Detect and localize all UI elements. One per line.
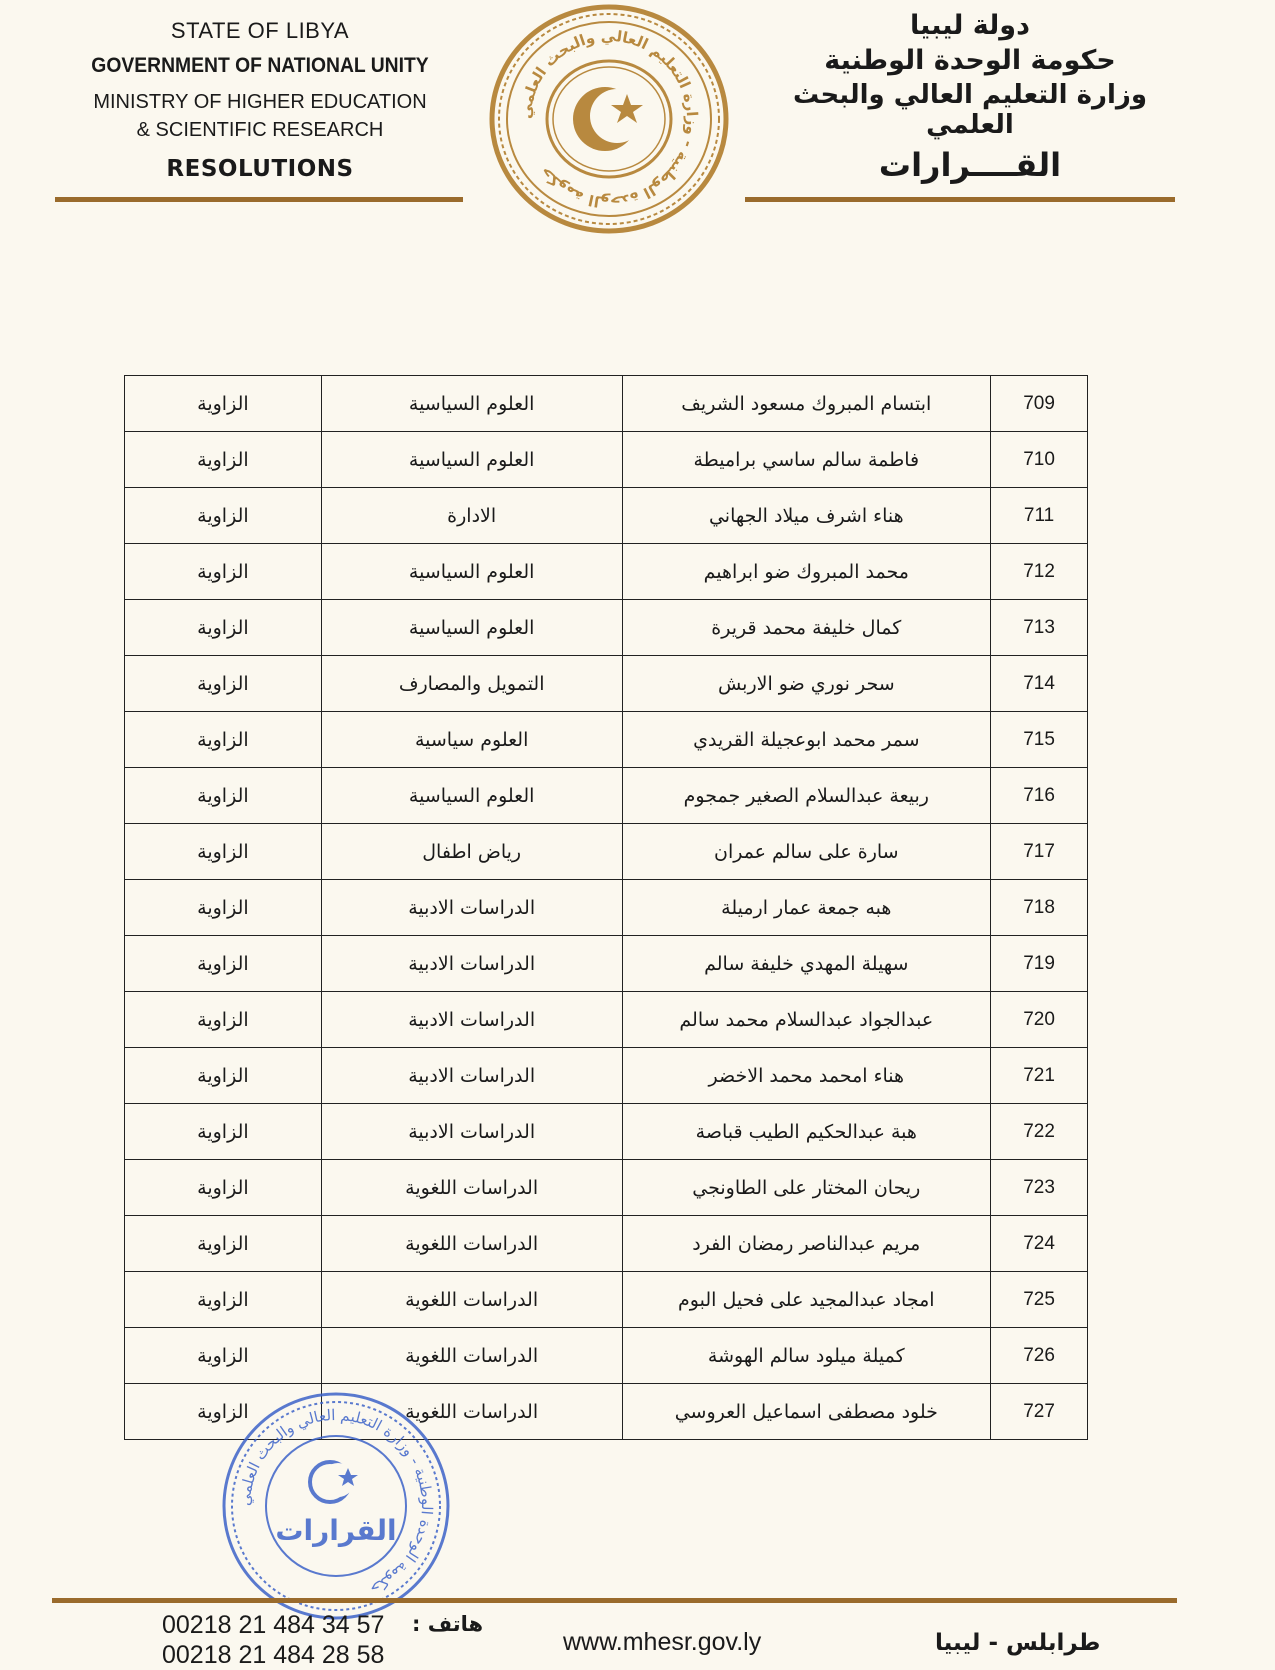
cell-department: الدراسات الادبية: [321, 1104, 622, 1160]
cell-number: 709: [991, 376, 1088, 432]
cell-department: الدراسات الادبية: [321, 880, 622, 936]
roster-table-body: [125, 376, 1088, 1440]
cell-name: سارة على سالم عمران: [622, 824, 991, 880]
cell-number: 723: [991, 1160, 1088, 1216]
cell-city: الزاوية: [125, 600, 322, 656]
cell-name: سمر محمد ابوعجيلة القريدي: [622, 712, 991, 768]
header-en-ministry-line1: MINISTRY OF HIGHER EDUCATION: [93, 91, 427, 113]
cell-name: محمد المبروك ضو ابراهيم: [622, 544, 991, 600]
table-row: [125, 1272, 1088, 1328]
cell-name: خلود مصطفى اسماعيل العروسي: [622, 1384, 991, 1440]
cell-number: 714: [991, 656, 1088, 712]
official-stamp: [220, 1390, 452, 1622]
header-ar-state: دولة ليبيا: [910, 10, 1030, 41]
cell-name: كميلة ميلود سالم الهوشة: [622, 1328, 991, 1384]
footer-rule: [52, 1598, 1177, 1603]
cell-number: 726: [991, 1328, 1088, 1384]
cell-city: الزاوية: [125, 1216, 322, 1272]
cell-department: الدراسات الادبية: [321, 936, 622, 992]
cell-department: العلوم السياسية: [321, 376, 622, 432]
cell-name: فاطمة سالم ساسي براميطة: [622, 432, 991, 488]
emblem-ring-textpath: حكومة الوحدة الوطنية - وزارة التعليم العالي والبحث العلمي: [516, 26, 702, 212]
cell-number: 711: [991, 488, 1088, 544]
header-ar-resolutions: القــــرارات: [878, 146, 1062, 184]
cell-city: الزاوية: [125, 768, 322, 824]
cell-name: كمال خليفة محمد قريرة: [622, 600, 991, 656]
header-en-ministry: [60, 88, 460, 144]
cell-number: 710: [991, 432, 1088, 488]
cell-city: الزاوية: [125, 880, 322, 936]
cell-number: 712: [991, 544, 1088, 600]
cell-name: هبة عبدالحكيم الطيب قباصة: [622, 1104, 991, 1160]
cell-name: امجاد عبدالمجيد على فحيل البوم: [622, 1272, 991, 1328]
stamp-ring-textpath: حكومة الوحدة الوطنية - وزارة التعليم العالي والبحث العلمي: [235, 1405, 437, 1599]
footer-city: طرابلس - ليبيا: [935, 1630, 1101, 1656]
ministry-emblem: [487, 2, 731, 236]
header-rule-right: [745, 197, 1175, 202]
cell-department: الدراسات اللغوية: [321, 1160, 622, 1216]
cell-city: الزاوية: [125, 1104, 322, 1160]
table-row: [125, 488, 1088, 544]
table-row: [125, 600, 1088, 656]
cell-department: رياض اطفال: [321, 824, 622, 880]
header-en-ministry-line2: & SCIENTIFIC RESEARCH: [136, 119, 384, 141]
cell-city: الزاوية: [125, 936, 322, 992]
cell-city: الزاوية: [125, 1328, 322, 1384]
table-row: [125, 432, 1088, 488]
footer-phone-1: 00218 21 484 34 57: [162, 1611, 385, 1639]
cell-name: هبه جمعة عمار ارميلة: [622, 880, 991, 936]
cell-name: ريحان المختار على الطاونجي: [622, 1160, 991, 1216]
cell-number: 716: [991, 768, 1088, 824]
cell-number: 717: [991, 824, 1088, 880]
cell-number: 720: [991, 992, 1088, 1048]
cell-city: الزاوية: [125, 824, 322, 880]
table-row: [125, 1216, 1088, 1272]
cell-name: ابتسام المبروك مسعود الشريف: [622, 376, 991, 432]
header-en-government: GOVERNMENT OF NATIONAL UNITY: [91, 54, 429, 77]
table-row: [125, 936, 1088, 992]
header-arabic: [770, 10, 1170, 184]
header-ar-ministry: وزارة التعليم العالي والبحث العلمي: [793, 80, 1147, 140]
footer-phone-2: 00218 21 484 28 58: [162, 1641, 385, 1669]
table-row: [125, 1160, 1088, 1216]
table-row: [125, 768, 1088, 824]
cell-name: هناء اشرف ميلاد الجهاني: [622, 488, 991, 544]
cell-name: ربيعة عبدالسلام الصغير جمجوم: [622, 768, 991, 824]
cell-department: العلوم سياسية: [321, 712, 622, 768]
cell-name: مريم عبدالناصر رمضان الفرد: [622, 1216, 991, 1272]
cell-department: الدراسات اللغوية: [321, 1216, 622, 1272]
table-row: [125, 656, 1088, 712]
stamp-crescent-star-icon: [310, 1462, 358, 1502]
cell-name: عبدالجواد عبدالسلام محمد سالم: [622, 992, 991, 1048]
header-ar-government: حكومة الوحدة الوطنية: [824, 45, 1116, 76]
cell-department: الادارة: [321, 488, 622, 544]
cell-name: سهيلة المهدي خليفة سالم: [622, 936, 991, 992]
table-row: [125, 544, 1088, 600]
cell-city: الزاوية: [125, 544, 322, 600]
cell-city: الزاوية: [125, 712, 322, 768]
table-row: [125, 992, 1088, 1048]
footer-phone-label: هاتف :: [412, 1612, 484, 1636]
cell-department: الدراسات اللغوية: [321, 1272, 622, 1328]
table-row: [125, 824, 1088, 880]
cell-department: الدراسات الادبية: [321, 992, 622, 1048]
cell-city: الزاوية: [125, 1384, 322, 1440]
table-row: [125, 1328, 1088, 1384]
cell-number: 725: [991, 1272, 1088, 1328]
cell-number: 721: [991, 1048, 1088, 1104]
cell-department: العلوم السياسية: [321, 768, 622, 824]
cell-department: الدراسات اللغوية: [321, 1384, 622, 1440]
cell-city: الزاوية: [125, 1160, 322, 1216]
cell-number: 718: [991, 880, 1088, 936]
cell-number: 713: [991, 600, 1088, 656]
table-row: [125, 880, 1088, 936]
header-en-resolutions: RESOLUTIONS: [166, 156, 354, 182]
cell-city: الزاوية: [125, 1272, 322, 1328]
header-en-state: STATE OF LIBYA: [170, 18, 350, 43]
cell-department: العلوم السياسية: [321, 600, 622, 656]
cell-department: الدراسات اللغوية: [321, 1328, 622, 1384]
cell-department: الدراسات الادبية: [321, 1048, 622, 1104]
cell-city: الزاوية: [125, 376, 322, 432]
cell-city: الزاوية: [125, 656, 322, 712]
cell-department: العلوم السياسية: [321, 544, 622, 600]
cell-city: الزاوية: [125, 1048, 322, 1104]
cell-number: 719: [991, 936, 1088, 992]
header-rule-left: [55, 197, 463, 202]
footer-website-link[interactable]: www.mhesr.gov.ly: [563, 1628, 762, 1656]
cell-name: سحر نوري ضو الاربش: [622, 656, 991, 712]
cell-number: 715: [991, 712, 1088, 768]
cell-department: التمويل والمصارف: [321, 656, 622, 712]
cell-number: 722: [991, 1104, 1088, 1160]
cell-number: 724: [991, 1216, 1088, 1272]
crescent-star-icon: [573, 87, 644, 151]
table-row: [125, 1104, 1088, 1160]
table-row: [125, 712, 1088, 768]
header-english: [60, 16, 460, 182]
footer-phones: [162, 1610, 384, 1670]
roster-table: [124, 375, 1088, 1440]
cell-department: العلوم السياسية: [321, 432, 622, 488]
table-row: [125, 1048, 1088, 1104]
cell-city: الزاوية: [125, 488, 322, 544]
cell-name: هناء امحمد محمد الاخضر: [622, 1048, 991, 1104]
cell-city: الزاوية: [125, 432, 322, 488]
cell-number: 727: [991, 1384, 1088, 1440]
cell-city: الزاوية: [125, 992, 322, 1048]
table-row: [125, 376, 1088, 432]
stamp-center-text: القرارات: [275, 1514, 397, 1547]
